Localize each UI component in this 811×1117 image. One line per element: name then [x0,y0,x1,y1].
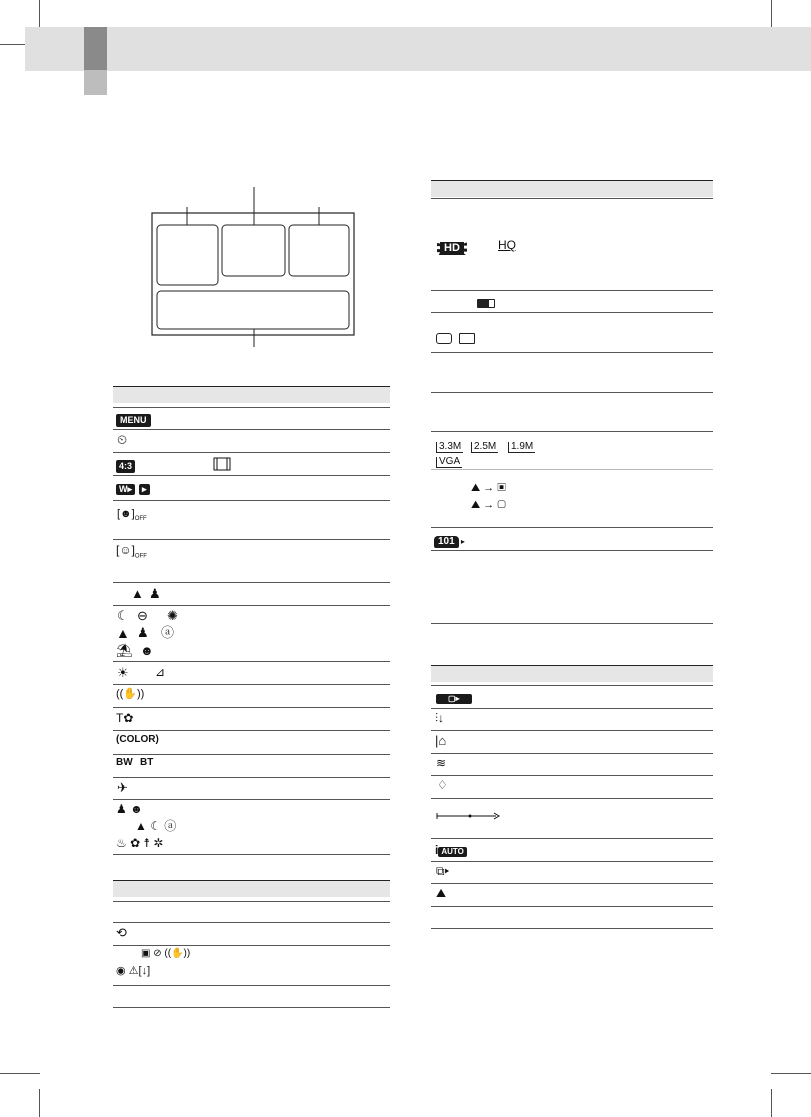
crop-mark [771,1089,772,1117]
warning-icons: ▣ ⊘ ((✋)) [141,948,191,959]
scene-portrait-icon: ♟ [149,586,161,601]
color-mode-icon: (COLOR) [116,734,159,745]
memory-card-icon [459,332,475,348]
aspect-4-3-icon [116,457,135,473]
image-size-2-5m [471,442,498,453]
aspect-label: 4:3 [116,460,135,473]
auto-label: AUTO [438,847,467,857]
page-header-bar [25,27,811,71]
panorama-mode-icon: ▸ [139,480,150,496]
intelligent-auto-icon: i AUTO [435,842,467,858]
film-strip-icon [213,457,231,471]
burst-wide-icon: BW [116,757,133,768]
hd-label: HD [437,242,467,255]
copy-to-internal-icon: ⛰ → ▣ [471,482,506,494]
crop-mark [39,0,40,28]
image-edit-icon: ⛰ [436,886,447,900]
candle-icon: ♢ [437,778,448,792]
repeat-icon: ⟲ [116,925,127,940]
scene-extra-icons: ♨ ✿ ☨ ✲ [116,836,164,850]
screen-area-2 [222,225,285,276]
right-indicator-table [431,180,713,624]
screen-area-3 [289,225,349,276]
crop-mark [0,1073,40,1074]
table-header [113,386,390,403]
baby-icon: ☻ [140,643,154,658]
crop-mark [39,1089,40,1117]
table-header [113,880,390,897]
battery-level-icon [477,296,495,312]
slideshow-icon: ⧉▸ [436,864,450,878]
zoom-bar-icon [436,811,501,821]
burst-tele-icon: BT [140,757,154,768]
self-timer-icon: ⏲ [117,432,128,447]
table-header [431,180,713,197]
flight-icon: ✈ [117,780,128,795]
beach-icon: ⛱ [116,643,133,658]
image-size-vga [436,457,462,468]
menu-button-icon [116,411,151,427]
white-balance-sun-icon: ☀ [117,665,129,680]
image-size-3-3m [436,442,463,453]
table-header [431,665,713,682]
screen-frame [152,213,354,335]
saturn-icon: ⊖ [137,608,148,623]
battery-icon: ◉ ⚠[↓] [116,965,151,977]
scene-selection-icon: ♟ ☻ [116,802,143,816]
wide-mode-icon: W▸ [116,480,135,496]
size-label: VGA [439,456,461,467]
right-indicator-table-2 [431,665,713,930]
size-label: 2.5M [474,441,497,452]
playback-icon: ▢▸ [436,689,472,705]
section-tab-lower [84,70,107,95]
screen-layout-diagram [150,185,360,350]
scene-landscape-icon: ▲ [131,586,144,601]
macro-tulip-icon: T✿ [116,711,134,725]
landscape-icon: ▲ [116,625,130,641]
size-label: 3.3M [439,441,462,452]
night-scene-icon: ☾ [117,608,129,623]
hq-icon [498,239,516,251]
left-indicator-table [113,386,390,856]
color-label: COLOR [119,734,156,745]
burst-t-label: T [147,757,154,768]
microphone-down-icon: ⫶↓ [435,711,445,725]
screen-area-1 [157,225,218,285]
portrait-people-icon: ♟ [137,625,149,640]
crop-mark [771,1073,811,1074]
size-label: 1.9M [511,441,534,452]
clip-icon: |⌂ [435,733,447,748]
crop-mark [771,0,772,28]
scene-group-icons: ▲ ☾ ⓐ [135,819,177,833]
face-detection-off-icon: $[☻]_{OFF}$ [117,508,147,523]
folder-101-icon: 101 ▸ [434,532,465,548]
menu-label: MENU [116,414,151,427]
hd-icon [437,239,467,255]
fireworks-icon: ✺ [167,608,178,623]
copy-to-card-icon: ⛰ → ▢ [471,499,506,511]
wireless-icon: ≋ [436,756,447,770]
left-indicator-table-2 [113,880,390,1010]
image-size-1-9m [508,442,535,453]
steadyshot-off-icon: ((✋)) [116,688,145,700]
smile-shutter-off-icon: $[☺]_{OFF}$ [116,543,147,560]
burst-w-label: W [123,757,133,768]
soft-snap-icon: ⓐ [161,625,175,640]
screen-area-4 [157,291,349,329]
internal-memory-icon [436,332,452,348]
hq-label: HQ [498,238,516,252]
white-balance-light-icon: ⊿ [155,665,166,679]
folder-label: 101 [434,536,459,548]
